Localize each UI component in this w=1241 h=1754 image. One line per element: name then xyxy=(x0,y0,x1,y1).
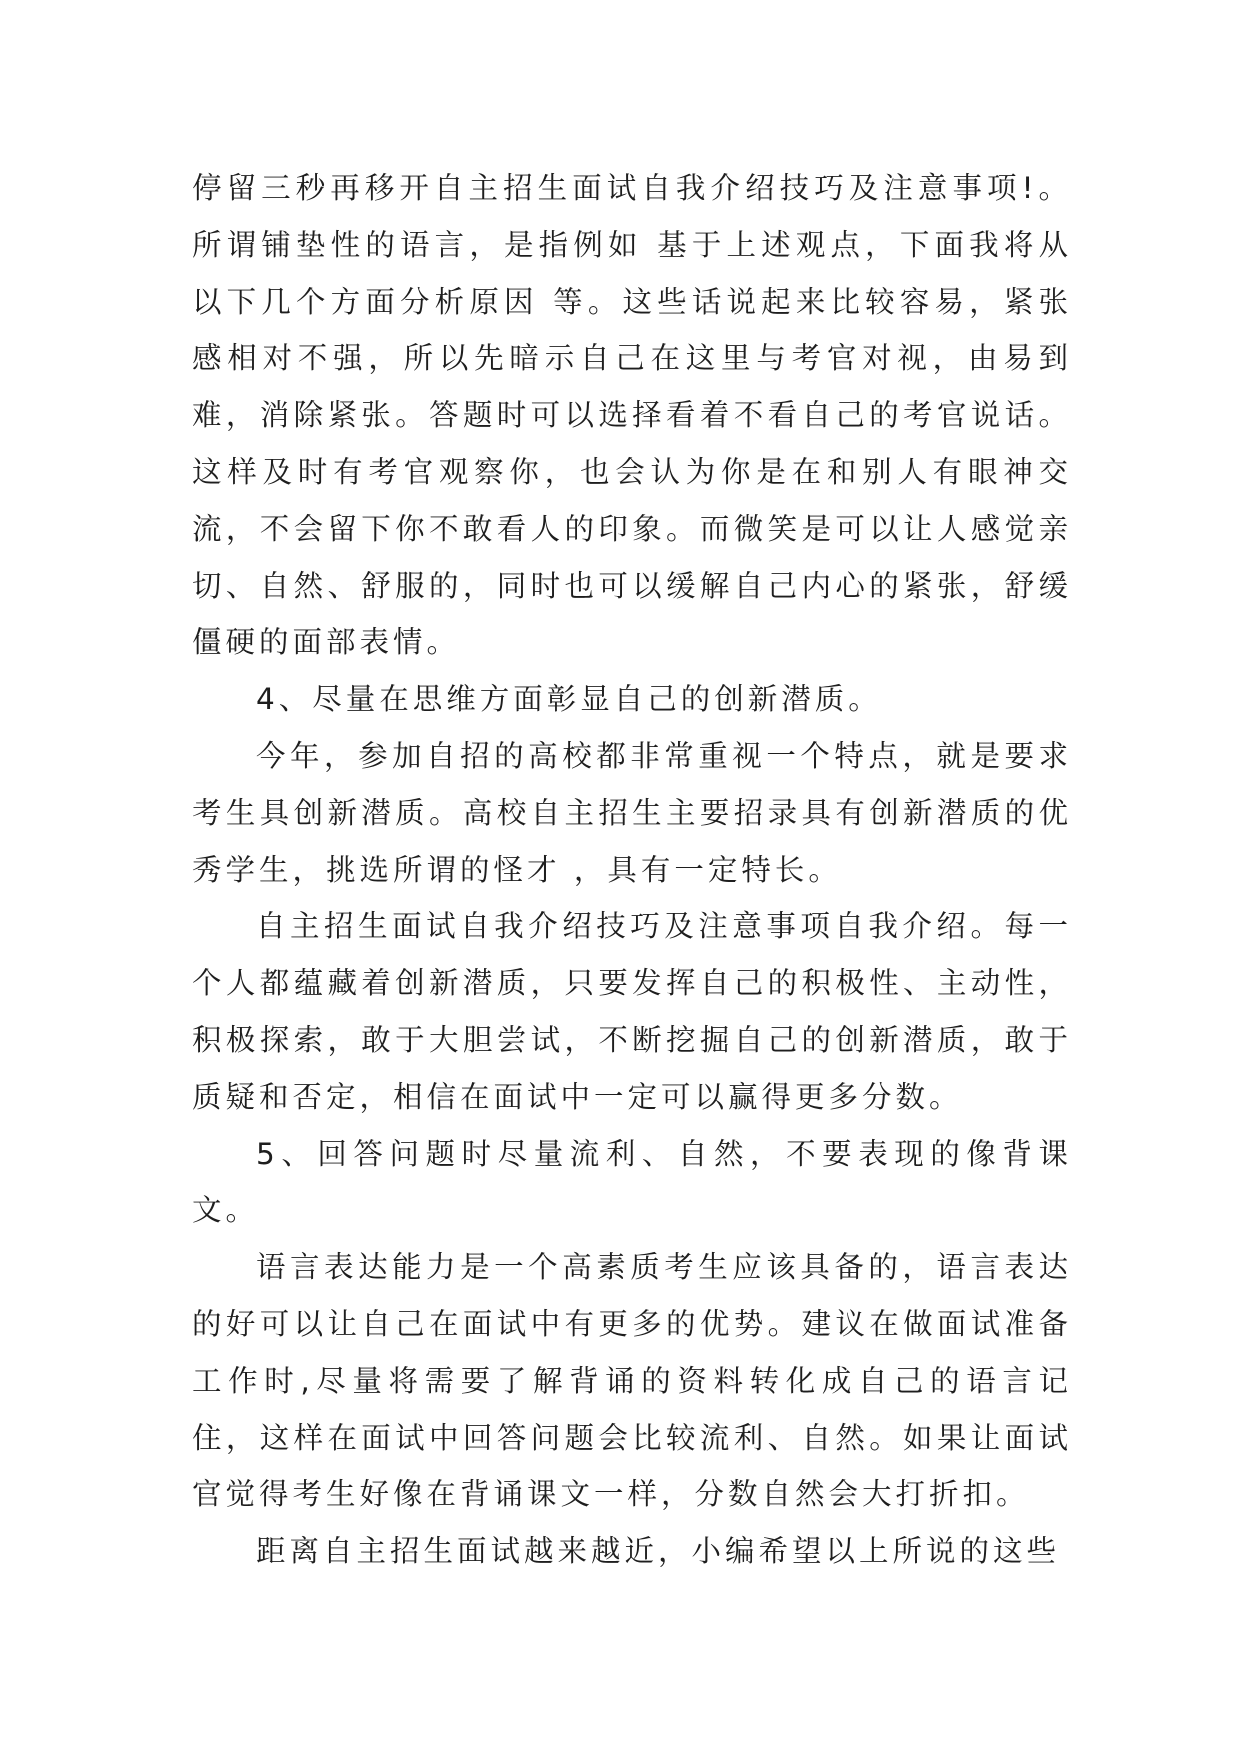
paragraph-continues: 距离自主招生面试越来越近，小编希望以上所说的这些 xyxy=(256,1534,1061,1569)
section-heading-4: 4、尽量在思维方面彰显自己的创新潜质。 xyxy=(256,682,882,717)
paragraph: 自主招生面试自我介绍技巧及注意事项自我介绍。每一个人都蕴藏着创新潜质，只要发挥自己的积极性、主动性，积极探索，敢于大胆尝试，不断挖掘自己的创新潜质，敢于质疑和否定，相信在面试中一定可以赢得更多分数。 xyxy=(192,909,1072,1114)
body-text xyxy=(192,160,1072,1580)
paragraph-continued: 停留三秒再移开自主招生面试自我介绍技巧及注意事项!。所谓铺垫性的语言，是指例如 基于上述观点，下面我将从以下几个方面分析原因 等。这些话说起来比较容易，紧张感相对不强，所以先暗示自己在这里与考官对视，由易到难，消除紧张。答题时可以选择看着不看自己的考官说话。这样及时有考官观察你，也会认为你是在和别人有眼神交流，不会留下你不敢看人的印象。而微笑是可以让人感觉亲切、自然、舒服的，同时也可以缓解自己内心的紧张，舒缓僵硬的面部表情。 xyxy=(192,171,1072,660)
paragraph: 语言表达能力是一个高素质考生应该具备的，语言表达的好可以让自己在面试中有更多的优势。建议在做面试准备工作时,尽量将需要了解背诵的资料转化成自己的语言记住，这样在面试中回答问题会比较流利、自然。如果让面试官觉得考生好像在背诵课文一样，分数自然会大打折扣。 xyxy=(192,1250,1072,1512)
paragraph: 今年，参加自招的高校都非常重视一个特点，就是要求考生具创新潜质。高校自主招生主要招录具有创新潜质的优秀学生，挑选所谓的怪才 ，具有一定特长。 xyxy=(192,738,1072,887)
section-heading-5: 5、回答问题时尽量流利、自然，不要表现的像背课文。 xyxy=(192,1136,1072,1228)
